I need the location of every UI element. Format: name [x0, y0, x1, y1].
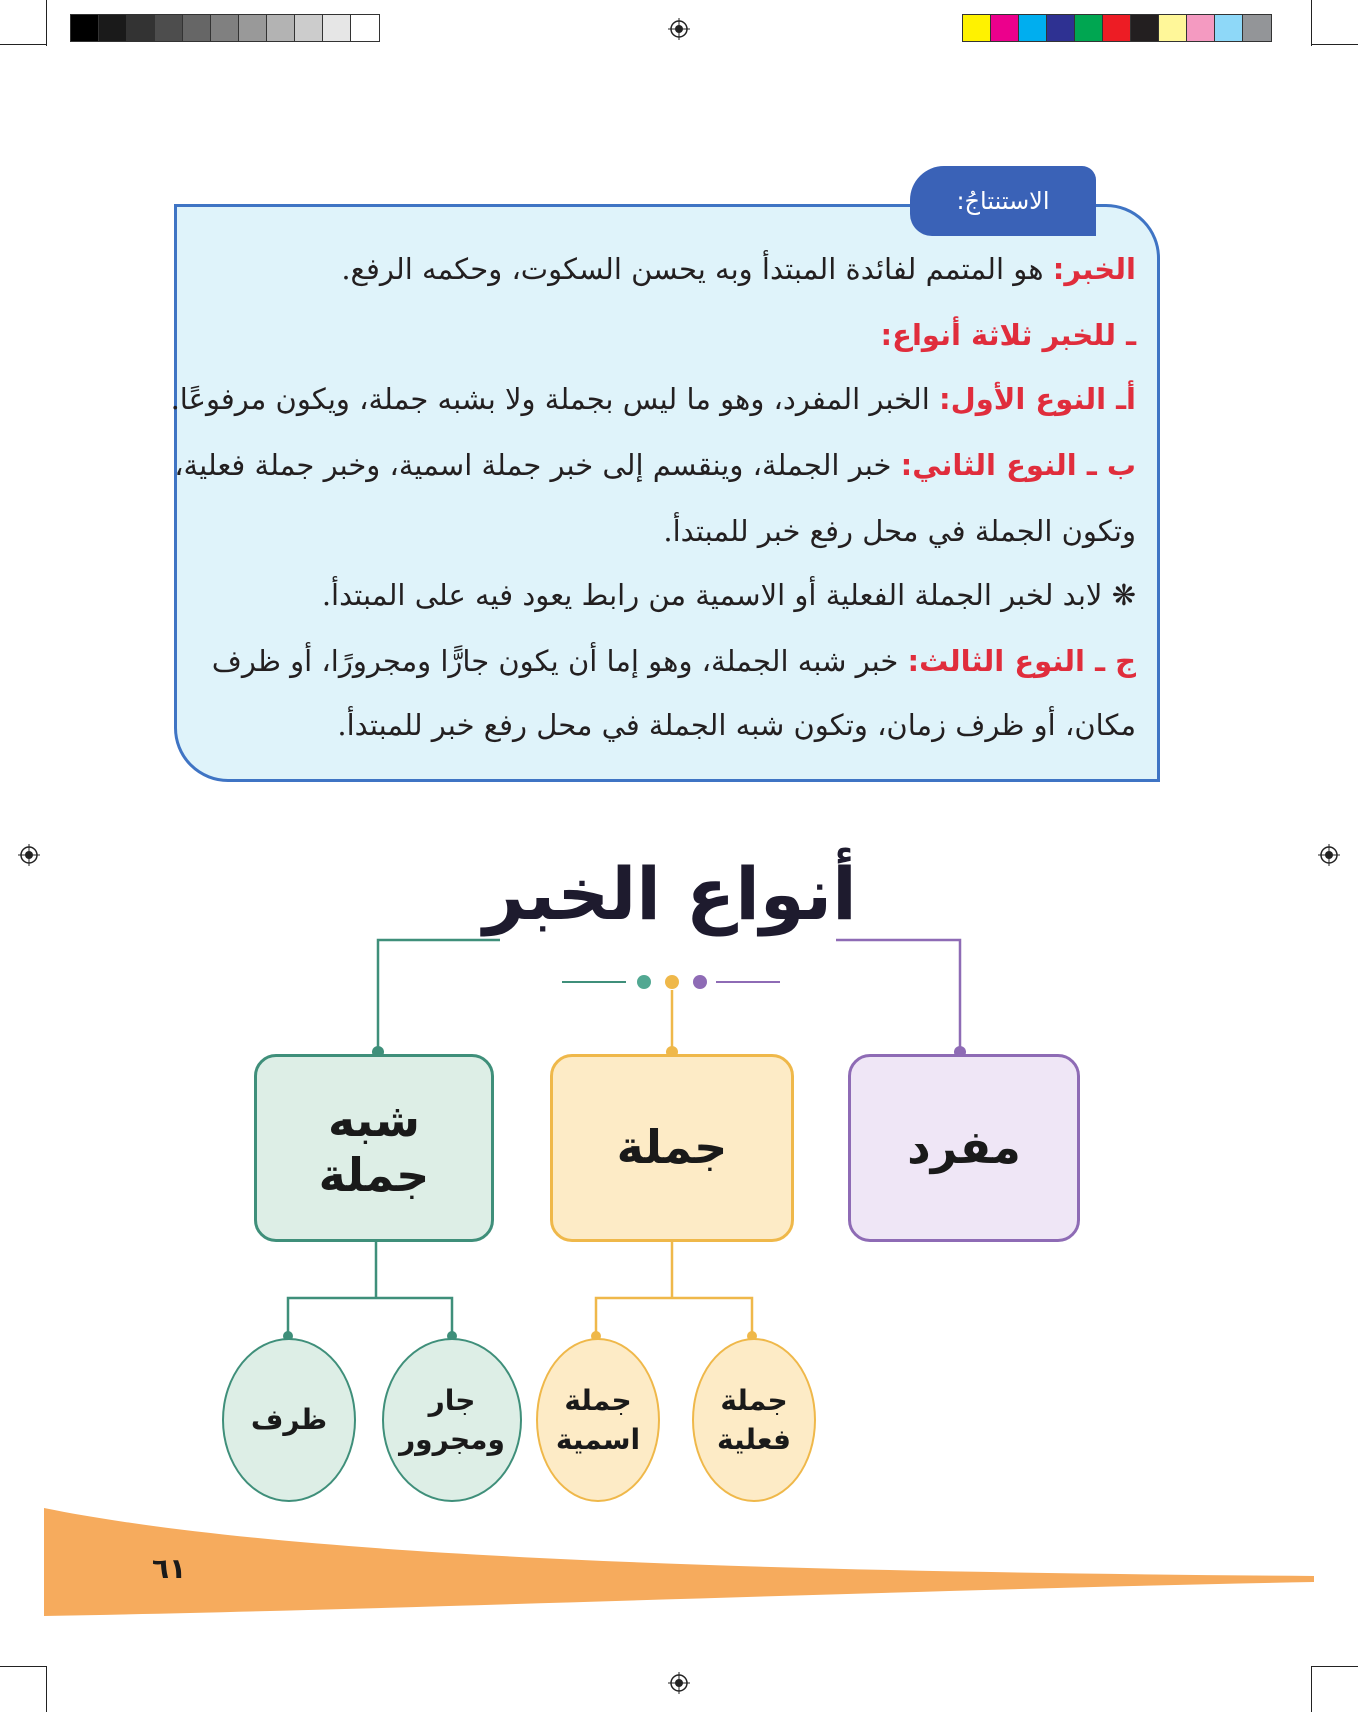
box-shibh-jumla-line2: جملة	[318, 1148, 430, 1202]
conclusion-line-type-two-cont: وتكون الجملة في محل رفع خبر للمبتدأ.	[663, 514, 1136, 548]
oval-fi3liya-line1: جملة	[720, 1383, 788, 1417]
conclusion-line-note: ❋ لابد لخبر الجملة الفعلية أو الاسمية من رابط يعود فيه على المبتدأ.	[321, 578, 1136, 612]
oval-jar-majrur	[382, 1338, 522, 1502]
box-mufrad-label: مفرد	[907, 1120, 1021, 1175]
oval-ismiya-line1: جملة	[564, 1383, 632, 1417]
connector-left	[378, 940, 500, 1050]
oval-jar-line1: جار	[428, 1383, 476, 1417]
oval-jumla-fi3liya	[692, 1338, 816, 1502]
oval-jumla-ismiya	[536, 1338, 660, 1502]
type-three-text: خبر شبه الجملة، وهو إما أن يكون جارًّا ومجرورًا، أو ظرف	[211, 644, 908, 678]
footer-wedge	[44, 1508, 1314, 1616]
box-jumla	[550, 1054, 794, 1242]
diagram-title: أنواع الخبر	[483, 852, 857, 936]
oval-dharf	[222, 1338, 356, 1502]
oval-dharf-label: ظرف	[250, 1403, 328, 1437]
type-two-text: خبر الجملة، وينقسم إلى خبر جملة اسمية، وخبر جملة فعلية،	[174, 448, 901, 482]
definition-text: هو المتمم لفائدة المبتدأ وبه يحسن السكوت، وحكمه الرفع.	[341, 252, 1053, 286]
conclusion-line-type-three-cont: مكان، أو ظرف زمان، وتكون شبه الجملة في محل رفع خبر للمبتدأ.	[337, 708, 1136, 742]
page-number: ٦١	[152, 1552, 187, 1585]
box-mufrad	[848, 1054, 1080, 1242]
term-type-three: ج ـ النوع الثالث:	[907, 644, 1136, 678]
title-ornament-dot	[637, 975, 651, 989]
connector-shibh-children	[288, 1242, 452, 1336]
connector-right	[836, 940, 960, 1050]
conclusion-tab: الاستنتاجُ:	[910, 166, 1096, 236]
types-heading: ـ للخبر ثلاثة أنواع:	[880, 318, 1136, 352]
box-shibh-jumla-line1: شبه	[328, 1092, 420, 1147]
oval-jar-line2: ومجرور	[399, 1423, 505, 1456]
oval-ismiya-line2: اسمية	[555, 1423, 641, 1456]
box-shibh-jumla	[254, 1054, 494, 1242]
connector-jumla-children	[596, 1242, 752, 1336]
type-one-text: الخبر المفرد، وهو ما ليس بجملة ولا بشبه جملة، ويكون مرفوعًا.	[170, 382, 939, 416]
term-type-two: ب ـ النوع الثاني:	[900, 448, 1136, 482]
title-ornament-dot	[693, 975, 707, 989]
oval-fi3liya-line2: فعلية	[717, 1423, 791, 1456]
term-type-one: أـ النوع الأول:	[938, 382, 1136, 416]
term-khabar: الخبر:	[1052, 252, 1136, 286]
box-jumla-label: جملة	[616, 1120, 728, 1175]
title-ornament-dot	[665, 975, 679, 989]
